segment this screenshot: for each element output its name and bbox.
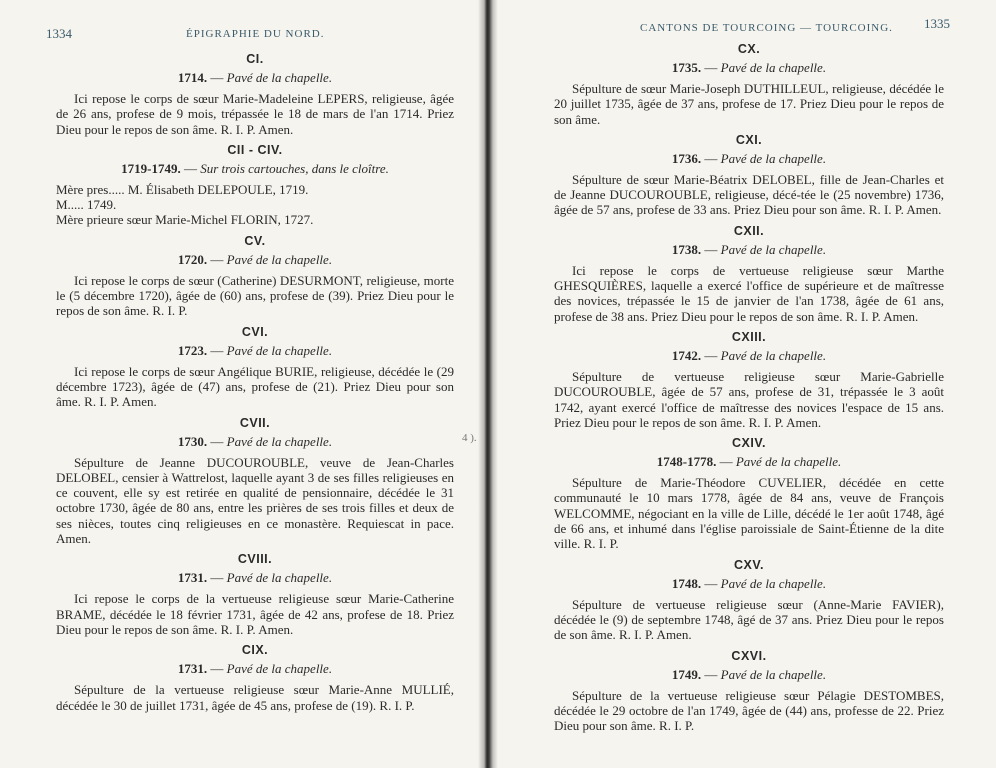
inscription-heading bbox=[554, 151, 944, 167]
heading-separator: — bbox=[207, 570, 227, 586]
inscription-heading bbox=[56, 661, 454, 677]
right-page-number: 1335 bbox=[924, 16, 950, 31]
inscription-location: Pavé de la chapelle. bbox=[735, 454, 842, 470]
inscription-heading bbox=[56, 434, 454, 450]
inscription-date: 1735. bbox=[671, 60, 702, 75]
inscription-location: Pavé de la chapelle. bbox=[720, 60, 827, 75]
inscription-date: 1748-1778. bbox=[656, 454, 717, 470]
inscription-location: Pavé de la chapelle. bbox=[720, 575, 827, 591]
inscription-heading bbox=[554, 348, 944, 364]
inscription-number: CVI. bbox=[241, 324, 269, 339]
inscription-location: Pavé de la chapelle. bbox=[226, 342, 333, 358]
heading-separator: — bbox=[701, 241, 721, 257]
inscription-line: Mère pres..... M. Élisabeth DELEPOULE, 1719. bbox=[56, 181, 309, 197]
inscription-number: CV. bbox=[244, 233, 266, 248]
inscription-heading bbox=[554, 60, 944, 76]
heading-separator: — bbox=[207, 342, 227, 358]
inscription-date: 1738. bbox=[671, 241, 702, 257]
inscription-entry bbox=[56, 416, 454, 547]
inscription-location: Pavé de la chapelle. bbox=[226, 433, 333, 449]
inscription-entry bbox=[56, 143, 454, 228]
inscription-text: Ici repose le corps de la vertueuse religieuse sœur Marie-Catherine BRAME, décédée le 18 février 1731, âgée de 42 ans, profese de 18. Priez Dieu pour le repos de son âme. R. I. P. Amen. bbox=[56, 591, 454, 637]
inscription-heading bbox=[56, 70, 454, 86]
inscription-date: 1730. bbox=[177, 433, 208, 449]
inscription-number: CI. bbox=[246, 52, 264, 66]
left-entries bbox=[56, 52, 454, 713]
inscription-location: Pavé de la chapelle. bbox=[226, 570, 333, 586]
inscription-number: CIX. bbox=[241, 643, 269, 658]
right-running-head bbox=[554, 16, 950, 36]
inscription-number: CVIII. bbox=[237, 552, 273, 567]
inscription-heading bbox=[554, 667, 944, 683]
inscription-text: Sépulture de vertueuse religieuse sœur Marie-Gabrielle DUCOUROUBLE, âgée de 57 ans, profese de 31, trépassée le 3 août 1742, ayant exercé l'office de maîtresse des novices l'espace de 15 ans. Priez Dieu pour le repos de son âme. R. I. P. Amen. bbox=[554, 368, 944, 430]
inscription-entry bbox=[554, 436, 944, 551]
inscription-number: CXI. bbox=[735, 132, 763, 147]
inscription-entry bbox=[554, 558, 944, 643]
inscription-entry bbox=[554, 224, 944, 324]
inscription-location: Pavé de la chapelle. bbox=[720, 150, 827, 166]
inscription-line: M..... 1749. bbox=[56, 197, 117, 213]
inscription-number: CXIV. bbox=[731, 436, 766, 451]
book-gutter bbox=[478, 0, 498, 768]
heading-separator: — bbox=[701, 666, 721, 682]
heading-separator: — bbox=[207, 433, 227, 449]
inscription-heading bbox=[56, 570, 454, 586]
inscription-location: Pavé de la chapelle. bbox=[720, 241, 827, 257]
inscription-location: Pavé de la chapelle. bbox=[226, 661, 333, 677]
left-page bbox=[0, 0, 484, 768]
inscription-number: CXV. bbox=[733, 557, 765, 572]
inscription-text: Ici repose le corps de vertueuse religieuse sœur Marthe GHESQUIÈRES, laquelle a exercé l'office de supérieure et de maîtresse des novices, trépassée le 15 de janvier de l'an 1738, âgée de 61 ans, profese de 38 ans. Priez Dieu pour le repos de son âme. R. I. P. Amen. bbox=[554, 262, 944, 324]
inscription-entry bbox=[56, 52, 454, 137]
inscription-number: CX. bbox=[737, 42, 761, 56]
inscription-number: CVII. bbox=[239, 415, 271, 430]
inscription-line: Mère prieure sœur Marie-Michel FLORIN, 1727. bbox=[56, 212, 314, 228]
inscription-entry bbox=[554, 42, 944, 127]
inscription-entry bbox=[56, 643, 454, 713]
inscription-location: Pavé de la chapelle. bbox=[720, 666, 827, 682]
heading-separator: — bbox=[701, 575, 721, 591]
right-entries bbox=[554, 42, 944, 733]
inscription-text: Ici repose le corps de sœur Angélique BURIE, religieuse, décédée le (29 décembre 1723), âgée de (47) ans, profese de (21). Priez Dieu pour son âme. R. I. P. Amen. bbox=[56, 363, 454, 410]
inscription-date: 1714. bbox=[177, 70, 208, 85]
inscription-entry bbox=[554, 330, 944, 430]
inscription-text bbox=[56, 182, 454, 228]
heading-separator: — bbox=[701, 150, 721, 166]
heading-separator: — bbox=[207, 251, 227, 267]
inscription-number: CII - CIV. bbox=[227, 142, 283, 157]
inscription-heading bbox=[554, 576, 944, 592]
inscription-heading bbox=[56, 343, 454, 359]
inscription-date: 1719-1749. bbox=[121, 160, 181, 176]
left-page-number: 1334 bbox=[46, 26, 72, 41]
inscription-text: Sépulture de vertueuse religieuse sœur (Anne-Marie FAVIER), décédée le (9) de septembre 1748, âgé de 37 ans. Priez Dieu pour le repos de son âme. R. I. P. Amen. bbox=[554, 596, 944, 643]
inscription-entry bbox=[554, 133, 944, 218]
inscription-location: Pavé de la chapelle. bbox=[226, 70, 333, 85]
heading-separator: — bbox=[207, 661, 227, 677]
inscription-text: Sépulture de sœur Marie-Joseph DUTHILLEUL, religieuse, décédée le 20 juillet 1735, âgée de 37 ans, profese de 17. Priez Dieu pour le repos de son âme. bbox=[554, 81, 944, 127]
left-running-title: ÉPIGRAPHIE DU NORD. bbox=[186, 28, 325, 40]
inscription-date: 1731. bbox=[177, 570, 208, 586]
inscription-number: CXIII. bbox=[731, 329, 767, 344]
right-running-title: CANTONS DE TOURCOING — TOURCOING. bbox=[640, 22, 893, 34]
inscription-entry bbox=[56, 552, 454, 637]
inscription-date: 1736. bbox=[671, 150, 702, 166]
gutter-note: 4 ). bbox=[462, 432, 477, 444]
left-running-head bbox=[46, 26, 454, 46]
inscription-number: CXII. bbox=[733, 223, 765, 238]
inscription-date: 1749. bbox=[671, 666, 702, 682]
inscription-entry bbox=[56, 234, 454, 319]
heading-separator: — bbox=[716, 454, 736, 470]
heading-separator: — bbox=[180, 160, 201, 176]
inscription-date: 1742. bbox=[671, 347, 702, 363]
inscription-text: Sépulture de sœur Marie-Béatrix DELOBEL, fille de Jean-Charles et de Jeanne DUCOUROUBLE, religieuse, décé-tée le (25 novembre) 1736, âgée de 57 ans, profese de 33 ans. Priez Dieu pour son âme. R. I. P. Amen. bbox=[554, 171, 944, 218]
right-page bbox=[500, 0, 996, 768]
inscription-location: Sur trois cartouches, dans le cloître. bbox=[200, 160, 389, 176]
inscription-number: CXVI. bbox=[731, 648, 767, 663]
heading-separator: — bbox=[207, 70, 227, 85]
inscription-heading bbox=[56, 252, 454, 268]
inscription-heading bbox=[56, 161, 454, 177]
inscription-text: Sépulture de la vertueuse religieuse sœur Pélagie DESTOMBES, décédée le 29 octobre de l'an 1749, âgée de (44) ans, professe de 22. Priez Dieu pour son âme. R. I. P. bbox=[554, 687, 944, 734]
inscription-location: Pavé de la chapelle. bbox=[720, 347, 827, 363]
inscription-text: Sépulture de la vertueuse religieuse sœur Marie-Anne MULLIÉ, décédée le 30 de juillet 1731, âgée de 45 ans, profese de (19). R. I. P. bbox=[56, 682, 454, 713]
inscription-date: 1731. bbox=[177, 661, 208, 677]
inscription-text: Ici repose le corps de sœur (Catherine) DESURMONT, religieuse, morte le (5 décembre 1720), âgée de (60) ans, profese de (39). Priez Dieu pour le repos de son âme. R. I. P. bbox=[56, 272, 454, 319]
inscription-date: 1720. bbox=[177, 251, 208, 267]
inscription-date: 1723. bbox=[177, 342, 208, 358]
inscription-date: 1748. bbox=[671, 575, 702, 591]
inscription-text: Sépulture de Marie-Théodore CUVELIER, décédée en cette communauté le 10 mars 1778, âgée de 84 ans, veuve de François WELCOMME, négociant en la ville de Lille, décédé le 1er août 1748, âgé de 66 ans, et inhumé dans l'église paroissiale de Saint-Étienne de la dite ville. R. I. P. bbox=[554, 475, 944, 552]
inscription-entry bbox=[56, 325, 454, 410]
inscription-location: Pavé de la chapelle. bbox=[226, 251, 333, 267]
heading-separator: — bbox=[701, 347, 721, 363]
inscription-text: Ici repose le corps de sœur Marie-Madeleine LEPERS, religieuse, âgée de 26 ans, profese de 9 mois, trépassée le 18 de mars de l'an 1714. Priez Dieu pour le repos de son âme. R. I. P. Amen. bbox=[56, 91, 454, 137]
inscription-heading bbox=[554, 454, 944, 470]
heading-separator: — bbox=[701, 60, 721, 75]
inscription-text: Sépulture de Jeanne DUCOUROUBLE, veuve de Jean-Charles DELOBEL, censier à Wattrelost, laquelle ayant 3 de ses filles religieuses en ce couvent, elle sy est retirée en qualité de pensionnaire, décédée le 31 octobre 1730, âgée de 80 ans, entre les prières de ses trois filles et deux de ses nièces, toutes cinq religieuses en ce monastère. Requiescat in pace. Amen. bbox=[56, 454, 454, 547]
inscription-heading bbox=[554, 242, 944, 258]
inscription-entry bbox=[554, 649, 944, 734]
